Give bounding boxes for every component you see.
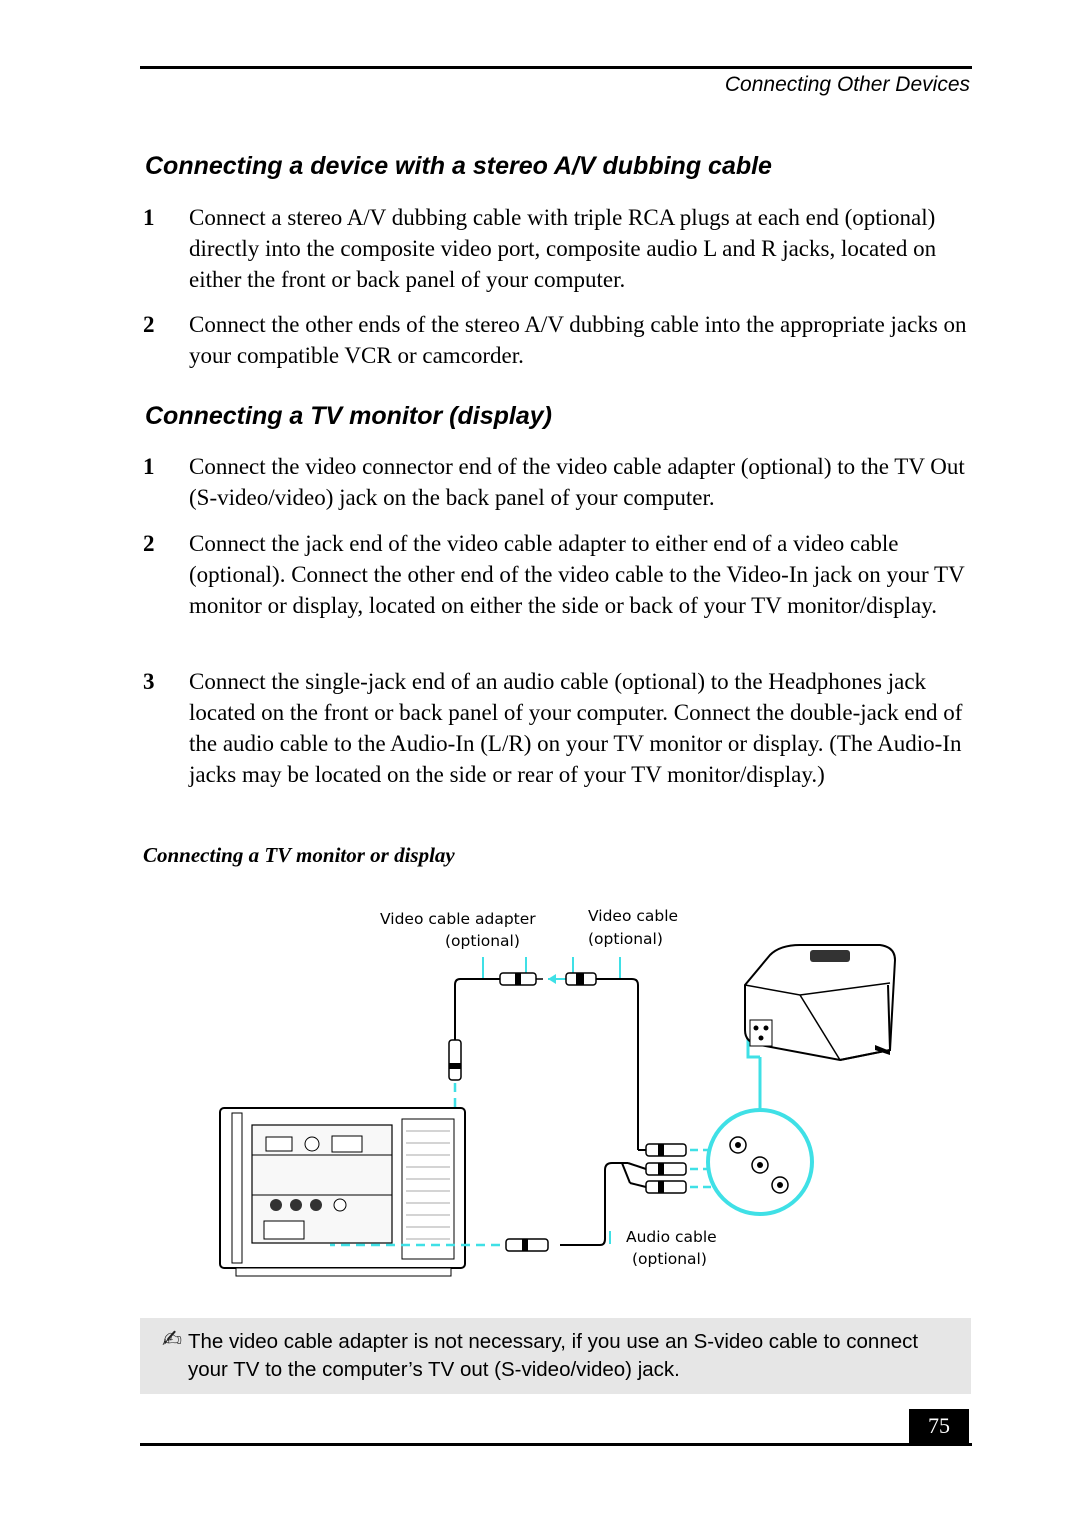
step-text: Connect the jack end of the video cable adapter to either end of a video cable (optional). Connect the other end of the video cable to the Video-In jack on your TV monitor or display, located on either the side or back of your TV monitor/display.	[189, 531, 965, 618]
pencil-note-icon: ✍	[162, 1325, 183, 1353]
connection-diagram-svg	[200, 895, 920, 1300]
audio-cable	[506, 1163, 630, 1251]
rca-plugs	[628, 1144, 686, 1193]
page-number: 75	[909, 1409, 969, 1443]
computer-back-panel	[220, 1108, 465, 1276]
step-number: 1	[143, 205, 155, 230]
step-item	[143, 451, 973, 513]
step-number: 2	[143, 312, 155, 337]
bottom-rule	[140, 1443, 972, 1446]
label-video-adapter: Video cable adapter	[380, 910, 536, 928]
step-number: 1	[143, 454, 155, 479]
connection-diagram	[200, 895, 920, 1300]
section-heading-tv-monitor: Connecting a TV monitor (display)	[145, 402, 552, 430]
step-item	[143, 309, 973, 371]
label-audio-cable-optional: (optional)	[632, 1250, 707, 1268]
tv-monitor	[745, 945, 895, 1060]
label-video-adapter-optional: (optional)	[445, 932, 520, 950]
section-heading-av-dubbing: Connecting a device with a stereo A/V dubbing cable	[145, 152, 772, 180]
video-adapter-plug	[500, 973, 543, 985]
step-number: 2	[143, 531, 155, 556]
step-item	[143, 528, 973, 621]
figure-caption: Connecting a TV monitor or display	[143, 843, 455, 867]
step-text: Connect a stereo A/V dubbing cable with triple RCA plugs at each end (optional) directly into the composite video port, composite audio L and R jacks, located on either the front or back panel of your computer.	[189, 205, 937, 292]
tv-jack-zoom	[708, 1110, 812, 1214]
note-text: The video cable adapter is not necessary, if you use an S-video cable to connect your TV to the computer’s TV out (S-video/video) jack.	[188, 1330, 919, 1381]
label-audio-cable: Audio cable	[626, 1228, 717, 1246]
label-video-cable-optional: (optional)	[588, 930, 663, 948]
step-text: Connect the single-jack end of an audio cable (optional) to the Headphones jack located on the front or back panel of your computer. Connect the double-jack end of the audio cable to the Audio-In (L/R) on your TV monitor or display. (The Audio-In jacks may be located on the side or rear of your TV monitor/display.)	[189, 669, 963, 787]
video-cable	[455, 979, 638, 1150]
step-text: Connect the other ends of the stereo A/V dubbing cable into the appropriate jacks on your compatible VCR or camcorder.	[189, 312, 967, 368]
svideo-plug	[449, 1040, 461, 1080]
step-number: 3	[143, 669, 155, 694]
callout-lines	[483, 957, 620, 1244]
video-cable-plug	[566, 973, 596, 985]
step-item	[143, 202, 973, 295]
arrow-head	[548, 974, 556, 984]
running-head: Connecting Other Devices	[724, 73, 970, 96]
label-video-cable: Video cable	[588, 907, 679, 925]
top-rule	[140, 66, 972, 69]
note-box	[140, 1318, 971, 1394]
step-item	[143, 666, 973, 790]
step-text: Connect the video connector end of the video cable adapter (optional) to the TV Out (S-video/video) jack on the back panel of your computer.	[189, 454, 965, 510]
